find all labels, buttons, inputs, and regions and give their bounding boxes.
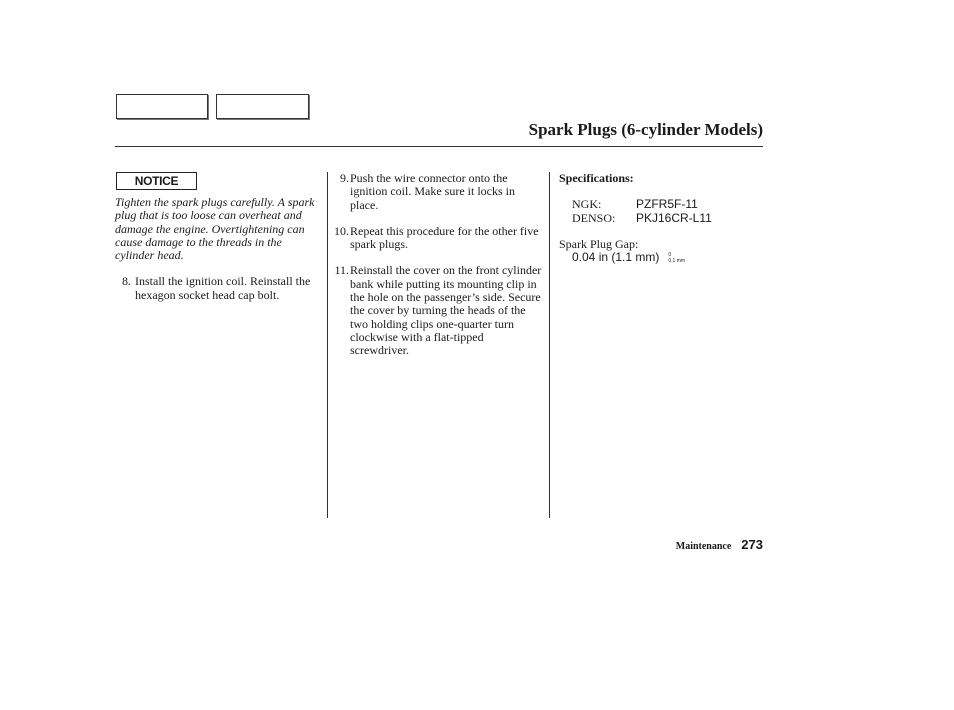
step-9 xyxy=(333,172,543,212)
step-number: 9. xyxy=(340,171,349,185)
column-divider-2 xyxy=(549,172,550,518)
gap-tolerance xyxy=(668,251,685,264)
spec-heading: Specifications: xyxy=(559,171,634,185)
title-rule xyxy=(115,146,763,147)
step-number: 8. xyxy=(122,274,131,289)
step-text: Reinstall the cover on the front cylinder bank while putting its mounting clip in the hole on the passenger’s side. Secure the cover by turning the heads of the two holding clips one-quarter turn clockwise with a flat-tipped screwdriver. xyxy=(350,263,542,358)
spec-row-denso xyxy=(559,212,759,225)
step-10 xyxy=(333,225,543,252)
column-3 xyxy=(559,172,759,264)
step-text: Push the wire connector onto the ignition coil. Make sure it locks in place. xyxy=(350,171,515,212)
step-text: Install the ignition coil. Reinstall the hexagon socket head cap bolt. xyxy=(135,274,311,302)
gap-label: Spark Plug Gap: xyxy=(559,236,639,251)
gap-value: 0.04 in (1.1 mm) xyxy=(572,250,660,265)
step-11 xyxy=(333,264,543,357)
step-number: 10. xyxy=(334,223,349,238)
page-footer xyxy=(676,537,763,552)
gap-tolerance-top: 0 xyxy=(668,252,672,259)
nav-tab-1[interactable] xyxy=(116,94,208,119)
spec-label: DENSO: xyxy=(572,210,616,225)
notice-text: Tighten the spark plugs carefully. A spark plug that is too loose can overheat and damage the engine. Overtightening can cause damage to the threads in the cylinder head. xyxy=(115,195,315,263)
page-title: Spark Plugs (6-cylinder Models) xyxy=(528,120,763,139)
page-number: 273 xyxy=(741,537,763,552)
spec-label: NGK: xyxy=(572,197,602,212)
step-8 xyxy=(115,275,320,302)
step-number: 11. xyxy=(334,263,349,278)
spec-value: PZFR5F-11 xyxy=(636,197,698,212)
column-divider-1 xyxy=(327,172,328,518)
step-text: Repeat this procedure for the other five spark plugs. xyxy=(350,223,539,252)
gap-tolerance-bottom: 0.1 mm xyxy=(668,258,686,265)
nav-tab-2[interactable] xyxy=(216,94,309,119)
gap-row xyxy=(559,251,759,264)
column-1 xyxy=(115,172,320,315)
spec-row-ngk xyxy=(559,198,759,211)
footer-section: Maintenance xyxy=(675,541,732,552)
column-2 xyxy=(333,172,543,371)
notice-badge: NOTICE xyxy=(116,172,197,190)
spec-value: PKJ16CR-L11 xyxy=(636,210,712,225)
